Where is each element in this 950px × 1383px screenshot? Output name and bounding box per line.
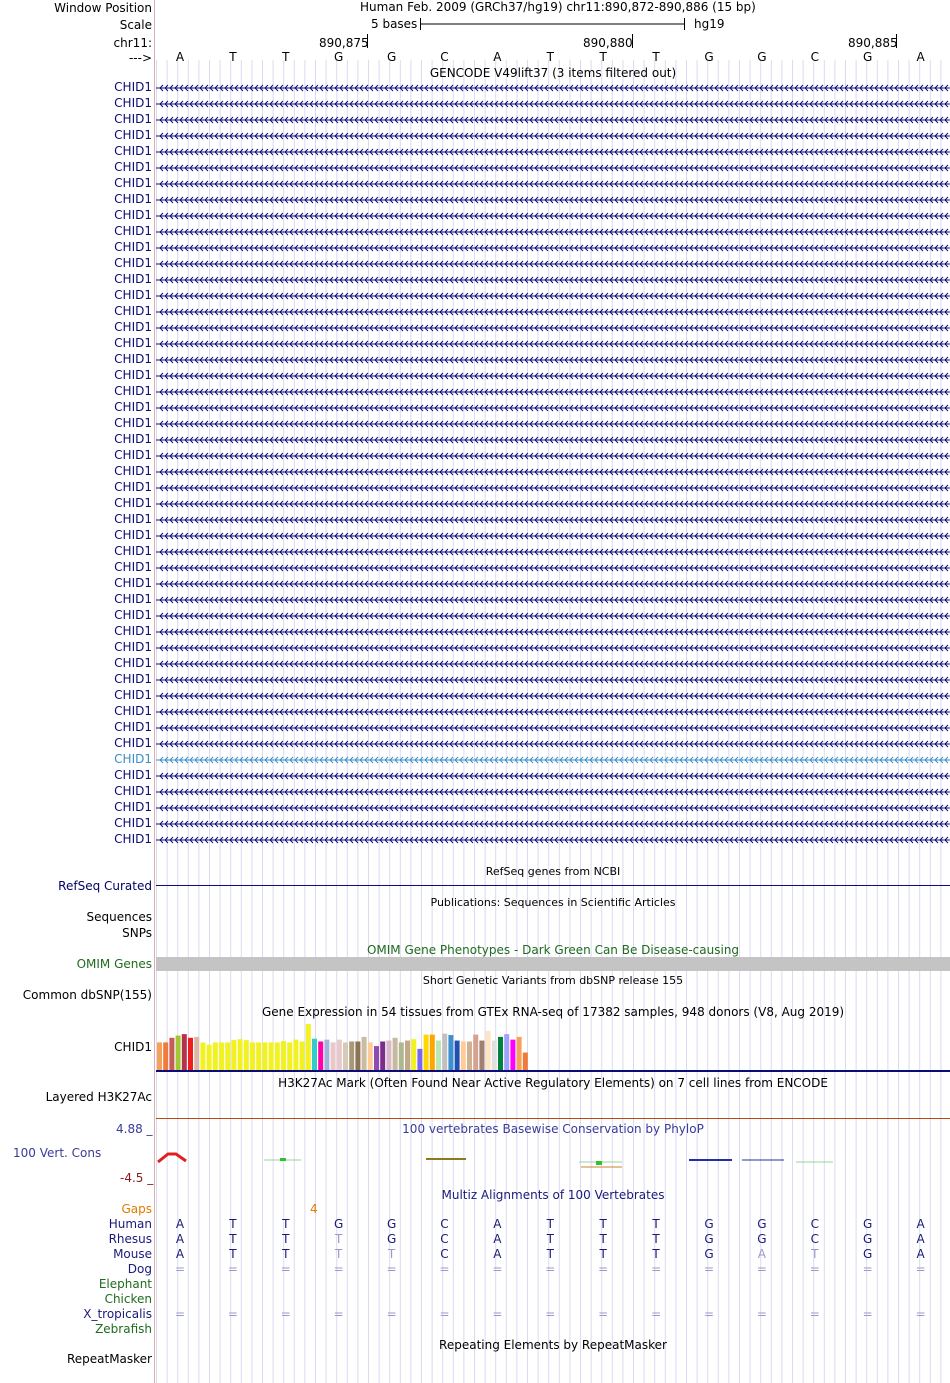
multiz-aligned-base: = — [703, 1307, 715, 1321]
gencode-transcript-label[interactable]: CHID1 — [114, 272, 152, 286]
gtex-track-title[interactable]: Gene Expression in 54 tissues from GTEx RNA-seq of 17382 samples, 948 donors (V8, Aug 2019) — [261, 1005, 845, 1019]
gtex-tissue-bar — [399, 1042, 404, 1070]
sequence-base: G — [386, 50, 397, 64]
sequence-base: T — [546, 50, 554, 64]
multiz-aligned-base: = — [280, 1262, 291, 1276]
gtex-tissue-bar — [492, 1041, 497, 1070]
multiz-aligned-base: = — [439, 1307, 450, 1321]
multiz-aligned-base: T — [546, 1217, 554, 1231]
dbsnp-track-title[interactable]: Short Genetic Variants from dbSNP release 155 — [422, 974, 684, 987]
gencode-transcript-label[interactable]: CHID1 — [114, 112, 152, 126]
gencode-transcript-label[interactable]: CHID1 — [114, 320, 152, 334]
gencode-transcript-line[interactable] — [156, 274, 950, 286]
gtex-tissue-bar — [324, 1040, 329, 1070]
multiz-aligned-base: = — [862, 1307, 873, 1321]
gtex-tissue-bar — [176, 1036, 181, 1071]
gtex-tissue-bar — [504, 1034, 509, 1070]
gtex-tissue-bar — [275, 1042, 280, 1070]
gencode-transcript-label[interactable]: CHID1 — [114, 416, 152, 430]
gencode-transcript-label[interactable]: CHID1 — [114, 656, 152, 670]
gencode-transcript-label[interactable]: CHID1 — [114, 368, 152, 382]
gtex-tissue-bar — [312, 1039, 317, 1070]
gencode-transcript-line[interactable] — [156, 114, 950, 126]
gencode-transcript-line[interactable] — [156, 370, 950, 382]
multiz-aligned-base: T — [599, 1217, 607, 1231]
multiz-aligned-base: T — [282, 1217, 290, 1231]
gencode-transcript-line[interactable] — [156, 498, 950, 510]
gencode-transcript-line[interactable] — [156, 242, 950, 254]
multiz-aligned-base: A — [916, 1217, 925, 1231]
gtex-tissue-bar — [281, 1041, 286, 1070]
multiz-aligned-base: = — [756, 1262, 767, 1276]
gencode-transcript-label[interactable]: CHID1 — [114, 624, 152, 638]
gtex-tissue-bar — [269, 1042, 274, 1070]
gencode-transcript-label[interactable]: CHID1 — [114, 608, 152, 622]
gtex-tissue-bar — [207, 1045, 212, 1070]
h3k27ac-signal-line[interactable] — [156, 1118, 950, 1119]
gencode-transcript-label[interactable]: CHID1 — [114, 544, 152, 558]
gtex-tissue-bar — [225, 1042, 230, 1070]
gencode-transcript-label[interactable]: CHID1 — [114, 464, 152, 478]
phylop-conservation-plot[interactable] — [156, 1148, 950, 1172]
multiz-aligned-base: G — [704, 1232, 714, 1246]
multiz-aligned-base: A — [493, 1247, 502, 1261]
multiz-species-label[interactable]: Rhesus — [108, 1232, 152, 1246]
sequence-base: A — [493, 50, 502, 64]
gencode-transcript-label[interactable]: CHID1 — [114, 304, 152, 318]
gencode-transcript-label[interactable]: CHID1 — [114, 208, 152, 222]
multiz-gaps-value: 4 — [310, 1202, 318, 1216]
gtex-tissue-bar — [417, 1049, 422, 1070]
gtex-tissue-bar — [374, 1046, 379, 1070]
multiz-species-label[interactable]: Dog — [127, 1262, 152, 1276]
gencode-transcript-line[interactable] — [156, 578, 950, 590]
h3k27ac-track-title[interactable]: H3K27Ac Mark (Often Found Near Active Regulatory Elements) on 7 cell lines from ENCODE — [278, 1076, 828, 1090]
gtex-gene-label[interactable]: CHID1 — [114, 1040, 152, 1054]
multiz-aligned-base: = — [439, 1262, 450, 1276]
omim-label[interactable]: OMIM Genes — [76, 957, 152, 971]
gencode-transcript-label[interactable]: CHID1 — [114, 528, 152, 542]
gencode-transcript-line[interactable] — [156, 82, 950, 94]
gencode-transcript-line[interactable] — [156, 530, 950, 542]
h3k27ac-label[interactable]: Layered H3K27Ac — [45, 1090, 152, 1104]
gtex-tissue-bar — [355, 1041, 360, 1070]
gencode-transcript-label[interactable]: CHID1 — [114, 80, 152, 94]
omim-track-title[interactable]: OMIM Gene Phenotypes - Dark Green Can Be Disease-causing — [366, 943, 740, 957]
gencode-transcript-label[interactable]: CHID1 — [114, 128, 152, 142]
multiz-aligned-base: = — [809, 1307, 820, 1321]
multiz-aligned-base: = — [651, 1262, 662, 1276]
gencode-transcript-label[interactable]: CHID1 — [114, 352, 152, 366]
window-position-value: Human Feb. 2009 (GRCh37/hg19) chr11:890,872-890,886 (15 bp) — [360, 0, 756, 14]
sequence-base: G — [863, 50, 873, 64]
gencode-transcript-line[interactable] — [156, 162, 950, 174]
multiz-gaps-label[interactable]: Gaps — [121, 1202, 152, 1216]
gtex-tissue-bar — [461, 1041, 466, 1070]
multiz-aligned-base: = — [227, 1262, 238, 1276]
gencode-transcript-line[interactable] — [156, 706, 950, 718]
gtex-tissue-bar — [424, 1035, 429, 1070]
gencode-track-title[interactable]: GENCODE V49lift37 (3 items filtered out) — [429, 66, 677, 80]
multiz-aligned-base: T — [229, 1247, 237, 1261]
multiz-aligned-base: A — [916, 1247, 925, 1261]
gtex-tissue-bar — [442, 1034, 447, 1070]
multiz-aligned-base: G — [757, 1232, 767, 1246]
gencode-transcript-label[interactable]: CHID1 — [114, 160, 152, 174]
gencode-transcript-line[interactable] — [156, 514, 950, 526]
gencode-transcript-label[interactable]: CHID1 — [114, 832, 152, 846]
gtex-tissue-bar — [331, 1042, 336, 1070]
publications-snps-label[interactable]: SNPs — [122, 926, 152, 940]
gtex-tissue-bar — [337, 1040, 342, 1070]
gtex-tissue-bar — [380, 1041, 385, 1070]
multiz-aligned-base: = — [915, 1307, 926, 1321]
gtex-tissue-bar — [510, 1040, 515, 1070]
gtex-tissue-bar — [169, 1038, 174, 1070]
gencode-transcript-line[interactable] — [156, 290, 950, 302]
multiz-aligned-base: = — [174, 1262, 186, 1276]
multiz-aligned-base: = — [492, 1307, 503, 1321]
gtex-tissue-bar — [231, 1040, 236, 1070]
gtex-tissue-bar — [448, 1035, 453, 1070]
gtex-tissue-bar — [194, 1037, 199, 1070]
phylop-min-label: -4.5 _ — [120, 1171, 154, 1185]
gtex-tissue-bar — [455, 1041, 460, 1070]
gencode-transcript-label[interactable]: CHID1 — [114, 576, 152, 590]
gencode-transcript-label[interactable]: CHID1 — [114, 192, 152, 206]
gencode-transcript-label[interactable]: CHID1 — [114, 768, 152, 782]
multiz-aligned-base: = — [227, 1307, 238, 1321]
gencode-transcript-line[interactable] — [156, 306, 950, 318]
gencode-transcript-line[interactable] — [156, 770, 950, 782]
gencode-transcript-line[interactable] — [156, 258, 950, 270]
gtex-tissue-bar — [250, 1042, 255, 1070]
sequence-base: C — [810, 50, 819, 64]
gtex-tissue-bar — [318, 1041, 323, 1070]
multiz-aligned-base: T — [282, 1232, 290, 1246]
gencode-transcript-line[interactable] — [156, 482, 950, 494]
strand-label: ---> — [128, 51, 152, 65]
phylop-label[interactable]: 100 Vert. Cons — [13, 1146, 102, 1160]
gencode-transcript-label[interactable]: CHID1 — [114, 224, 152, 238]
gencode-transcript-line[interactable] — [156, 178, 950, 190]
multiz-aligned-base: A — [757, 1247, 766, 1261]
multiz-aligned-base: T — [335, 1232, 343, 1246]
gencode-transcript-line[interactable] — [156, 738, 950, 750]
multiz-aligned-base: G — [704, 1217, 714, 1231]
gtex-tissue-bar — [393, 1038, 398, 1070]
multiz-aligned-base: = — [598, 1262, 609, 1276]
gencode-transcript-line[interactable] — [156, 466, 950, 478]
sequence-base: G — [704, 50, 714, 64]
multiz-aligned-base: G — [386, 1217, 397, 1231]
sequence-base: A — [916, 50, 925, 64]
gencode-transcript-label[interactable]: CHID1 — [114, 704, 152, 718]
multiz-aligned-base: = — [333, 1262, 344, 1276]
gencode-transcript-line[interactable] — [156, 546, 950, 558]
gencode-transcript-line[interactable] — [156, 802, 950, 814]
gencode-transcript-label[interactable]: CHID1 — [114, 400, 152, 414]
multiz-aligned-base: = — [703, 1262, 715, 1276]
gencode-transcript-label[interactable]: CHID1 — [114, 288, 152, 302]
repeatmasker-track-title[interactable]: Repeating Elements by RepeatMasker — [439, 1338, 667, 1352]
gtex-tissue-bar — [287, 1042, 292, 1070]
sequence-base: C — [440, 50, 449, 64]
multiz-aligned-base: = — [386, 1262, 397, 1276]
gtex-tissue-bar — [188, 1038, 193, 1070]
gencode-transcript-label[interactable]: CHID1 — [114, 96, 152, 110]
gencode-transcript-line[interactable] — [156, 722, 950, 734]
gencode-transcript-line[interactable] — [156, 354, 950, 366]
gtex-tissue-bar — [473, 1035, 478, 1070]
gencode-transcript-line[interactable] — [156, 610, 950, 622]
gtex-tissue-bar — [163, 1042, 168, 1070]
gtex-tissue-bar — [238, 1039, 243, 1070]
multiz-aligned-base: = — [280, 1307, 291, 1321]
refseq-gene-line[interactable] — [156, 885, 950, 886]
gencode-transcript-line[interactable] — [156, 338, 950, 350]
gtex-tissue-bar — [219, 1042, 224, 1070]
gtex-tissue-bar — [467, 1041, 472, 1070]
gtex-tissue-bar — [479, 1041, 484, 1070]
multiz-aligned-base: T — [546, 1247, 554, 1261]
gtex-tissue-bar — [213, 1042, 218, 1070]
gencode-transcript-line[interactable] — [156, 418, 950, 430]
tick-label-1: 890,875 — [319, 36, 369, 50]
gencode-transcript-label[interactable]: CHID1 — [114, 816, 152, 830]
tick-marks — [360, 34, 920, 50]
gtex-tissue-bar — [244, 1040, 249, 1070]
gencode-transcript-line[interactable] — [156, 786, 950, 798]
multiz-aligned-base: A — [175, 1232, 185, 1246]
gtex-tissue-bar — [343, 1042, 348, 1070]
gtex-tissue-bar — [306, 1024, 311, 1070]
sequence-base: T — [282, 50, 290, 64]
chrom-label: chr11: — [113, 36, 152, 50]
multiz-aligned-base: = — [651, 1307, 662, 1321]
multiz-aligned-base: C — [440, 1217, 449, 1231]
gencode-transcript-label[interactable]: CHID1 — [114, 560, 152, 574]
multiz-aligned-base: C — [440, 1247, 449, 1261]
multiz-aligned-base: C — [440, 1232, 449, 1246]
multiz-aligned-base: G — [704, 1247, 714, 1261]
phylop-max-label: 4.88 _ — [116, 1122, 153, 1136]
gencode-transcript-line[interactable] — [156, 386, 950, 398]
gencode-transcript-line[interactable] — [156, 146, 950, 158]
gencode-transcript-line[interactable] — [156, 450, 950, 462]
gtex-tissue-bar — [405, 1041, 410, 1070]
multiz-aligned-base: = — [545, 1307, 556, 1321]
tick-label-3: 890,885 — [848, 36, 898, 50]
gencode-transcript-label[interactable]: CHID1 — [114, 752, 152, 766]
gtex-tissue-bar — [200, 1042, 205, 1070]
gencode-transcript-label[interactable]: CHID1 — [114, 432, 152, 446]
multiz-aligned-base: A — [175, 1217, 185, 1231]
gencode-transcript-line[interactable] — [156, 834, 950, 846]
gtex-tissue-bar — [256, 1042, 261, 1070]
multiz-aligned-base: = — [174, 1307, 186, 1321]
multiz-aligned-base: = — [386, 1307, 397, 1321]
gencode-transcript-label[interactable]: CHID1 — [114, 672, 152, 686]
sequence-base: T — [652, 50, 660, 64]
multiz-aligned-base: T — [387, 1247, 396, 1261]
gencode-transcript-line[interactable] — [156, 626, 950, 638]
multiz-species-label[interactable]: Mouse — [113, 1247, 152, 1261]
sidebar-divider — [154, 0, 155, 1383]
gtex-tissue-bar — [517, 1037, 522, 1070]
gencode-transcript-line[interactable] — [156, 690, 950, 702]
multiz-aligned-base: A — [493, 1232, 502, 1246]
multiz-species-label[interactable]: Zebrafish — [95, 1322, 152, 1336]
gencode-transcript-line[interactable] — [156, 226, 950, 238]
repeatmasker-label[interactable]: RepeatMasker — [66, 1352, 152, 1366]
sequence-base: A — [175, 50, 185, 64]
gencode-transcript-label[interactable]: CHID1 — [114, 480, 152, 494]
multiz-aligned-base: C — [810, 1232, 819, 1246]
multiz-aligned-base: = — [809, 1262, 820, 1276]
sequence-base: G — [757, 50, 767, 64]
gencode-transcript-line[interactable] — [156, 210, 950, 222]
gencode-transcript-line[interactable] — [156, 98, 950, 110]
gencode-transcript-line[interactable] — [156, 434, 950, 446]
sequence-base: T — [229, 50, 237, 64]
refseq-label[interactable]: RefSeq Curated — [58, 879, 152, 893]
publications-track-title[interactable]: Publications: Sequences in Scientific Articles — [430, 896, 676, 909]
gtex-tissue-bar — [430, 1035, 435, 1070]
multiz-aligned-base: T — [599, 1247, 607, 1261]
multiz-aligned-base: T — [652, 1247, 660, 1261]
multiz-aligned-base: = — [862, 1262, 873, 1276]
refseq-track-title[interactable]: RefSeq genes from NCBI — [485, 865, 621, 878]
gencode-transcript-line[interactable] — [156, 194, 950, 206]
gencode-transcript-label[interactable]: CHID1 — [114, 496, 152, 510]
scale-value: 5 bases — [371, 17, 418, 31]
sequence-base: T — [599, 50, 607, 64]
gtex-tissue-bar — [293, 1040, 298, 1070]
multiz-aligned-base: T — [282, 1247, 290, 1261]
gencode-transcript-label[interactable]: CHID1 — [114, 784, 152, 798]
gencode-transcript-label[interactable]: CHID1 — [114, 736, 152, 750]
multiz-aligned-base: T — [652, 1232, 660, 1246]
multiz-aligned-base: = — [598, 1307, 609, 1321]
multiz-aligned-base: T — [546, 1232, 554, 1246]
gtex-tissue-bar — [182, 1034, 187, 1070]
multiz-aligned-base: = — [545, 1262, 556, 1276]
omim-gene-bar[interactable] — [156, 957, 950, 971]
multiz-aligned-base: T — [652, 1217, 660, 1231]
scale-bar — [420, 17, 686, 31]
multiz-aligned-base: G — [863, 1217, 873, 1231]
gencode-transcript-label[interactable]: CHID1 — [114, 688, 152, 702]
multiz-aligned-base: = — [915, 1262, 926, 1276]
gencode-transcript-line[interactable] — [156, 658, 950, 670]
gencode-transcript-label[interactable]: CHID1 — [114, 640, 152, 654]
gtex-tissue-bar — [436, 1041, 441, 1070]
gtex-tissue-bar — [157, 1042, 162, 1070]
gencode-transcript-label[interactable]: CHID1 — [114, 240, 152, 254]
tick-label-2: 890,880 — [583, 36, 633, 50]
multiz-aligned-base: = — [333, 1307, 344, 1321]
multiz-aligned-base: T — [229, 1232, 237, 1246]
gtex-tissue-bar — [368, 1042, 373, 1070]
gtex-tissue-bar — [262, 1042, 267, 1070]
gencode-transcript-label[interactable]: CHID1 — [114, 144, 152, 158]
gencode-transcript-label[interactable]: CHID1 — [114, 384, 152, 398]
multiz-species-label[interactable]: Elephant — [98, 1277, 152, 1291]
gencode-transcript-line[interactable] — [156, 754, 950, 766]
multiz-aligned-base: A — [493, 1217, 502, 1231]
gencode-transcript-label[interactable]: CHID1 — [114, 720, 152, 734]
dbsnp-label[interactable]: Common dbSNP(155) — [22, 988, 152, 1002]
gencode-transcript-label[interactable]: CHID1 — [114, 592, 152, 606]
scale-label: Scale — [119, 18, 152, 32]
gencode-transcript-line[interactable] — [156, 594, 950, 606]
multiz-aligned-base: = — [492, 1262, 503, 1276]
gencode-transcript-label[interactable]: CHID1 — [114, 512, 152, 526]
multiz-aligned-base: T — [811, 1247, 819, 1261]
multiz-aligned-base: A — [916, 1232, 925, 1246]
gencode-transcript-line[interactable] — [156, 674, 950, 686]
multiz-track-title[interactable]: Multiz Alignments of 100 Vertebrates — [441, 1188, 665, 1202]
gencode-transcript-line[interactable] — [156, 562, 950, 574]
multiz-aligned-base: G — [334, 1217, 344, 1231]
gtex-expression-chart[interactable] — [156, 1020, 950, 1072]
gtex-tissue-bar — [386, 1041, 391, 1070]
gencode-transcript-line[interactable] — [156, 402, 950, 414]
multiz-aligned-base: C — [810, 1217, 819, 1231]
assembly-label: hg19 — [694, 17, 725, 31]
multiz-aligned-base: G — [863, 1247, 873, 1261]
gtex-tissue-bar — [486, 1031, 491, 1070]
publications-sequences-label[interactable]: Sequences — [86, 910, 152, 924]
gtex-tissue-bar — [523, 1053, 528, 1070]
multiz-aligned-base: A — [175, 1247, 185, 1261]
multiz-aligned-base: G — [863, 1232, 873, 1246]
multiz-species-label[interactable]: Chicken — [104, 1292, 152, 1306]
gencode-transcript-label[interactable]: CHID1 — [114, 176, 152, 190]
multiz-aligned-base: G — [757, 1217, 767, 1231]
gencode-transcript-line[interactable] — [156, 130, 950, 142]
sequence-base: G — [334, 50, 344, 64]
gencode-transcript-line[interactable] — [156, 818, 950, 830]
gencode-transcript-line[interactable] — [156, 322, 950, 334]
gencode-transcript-label[interactable]: CHID1 — [114, 800, 152, 814]
window-position-label: Window Position — [54, 1, 152, 15]
gtex-tissue-bar — [498, 1037, 503, 1070]
phylop-track-title[interactable]: 100 vertebrates Basewise Conservation by PhyloP — [402, 1122, 704, 1136]
multiz-aligned-base: = — [756, 1307, 767, 1321]
multiz-species-label[interactable]: Human — [108, 1217, 152, 1231]
multiz-aligned-base: T — [229, 1217, 237, 1231]
gencode-transcript-label[interactable]: CHID1 — [114, 448, 152, 462]
multiz-aligned-base: T — [335, 1247, 343, 1261]
gtex-tissue-bar — [362, 1037, 367, 1070]
gtex-tissue-bar — [349, 1041, 354, 1070]
gtex-tissue-bar — [300, 1041, 305, 1070]
gencode-transcript-line[interactable] — [156, 642, 950, 654]
gencode-transcript-label[interactable]: CHID1 — [114, 256, 152, 270]
multiz-species-label[interactable]: X_tropicalis — [83, 1307, 152, 1321]
gencode-transcript-label[interactable]: CHID1 — [114, 336, 152, 350]
multiz-aligned-base: G — [386, 1232, 397, 1246]
multiz-aligned-base: T — [599, 1232, 607, 1246]
gtex-tissue-bar — [411, 1039, 416, 1070]
